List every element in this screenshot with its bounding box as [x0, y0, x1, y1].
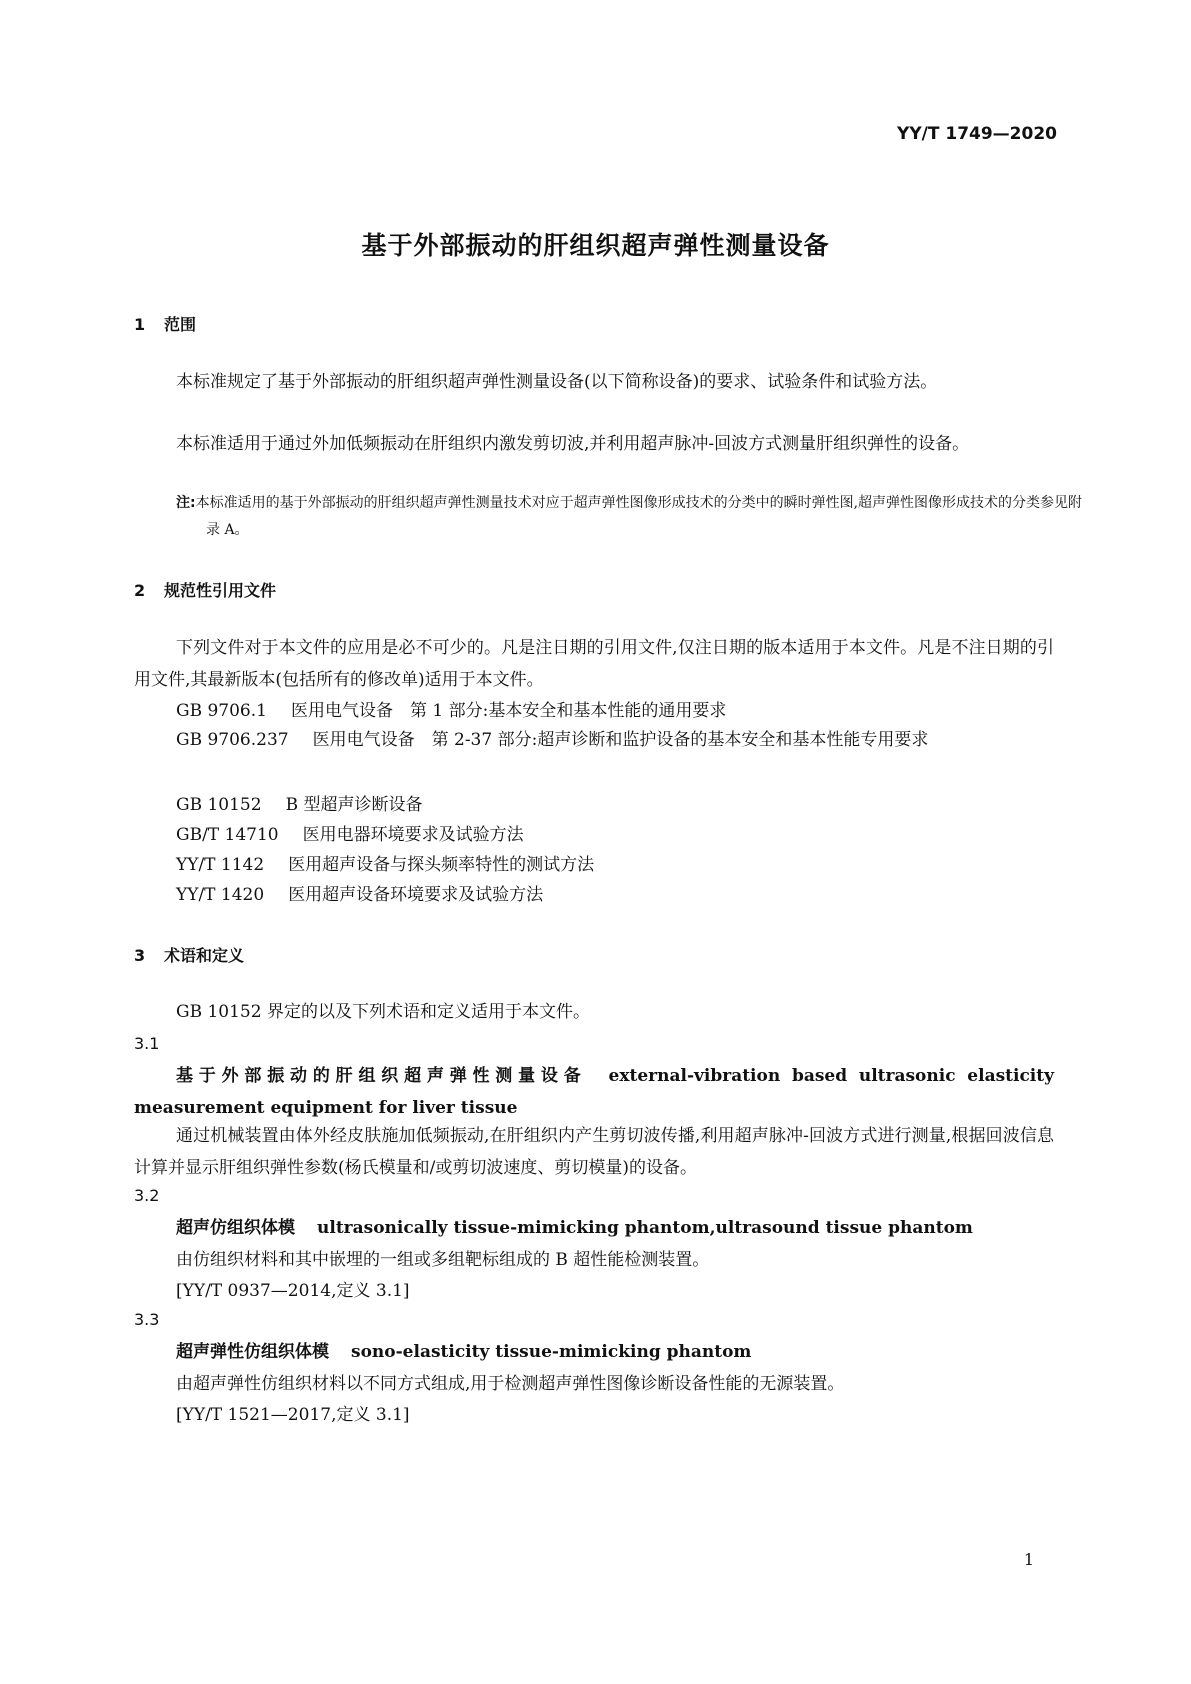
document-title: 基于外部振动的肝组织超声弹性测量设备 [361, 231, 830, 260]
scope-paragraph-1: 本标准规定了基于外部振动的肝组织超声弹性测量设备(以下简称设备)的要求、试验条件和试验方法。 [176, 372, 938, 392]
section-number: 3 [134, 946, 146, 965]
term-definition: 由仿组织材料和其中嵌埋的一组或多组靶标组成的 B 超性能检测装置。 [176, 1250, 710, 1270]
term-name-zh: 基于外部振动的肝组织超声弹性测量设备 [176, 1066, 587, 1086]
page-number: 1 [1023, 1550, 1034, 1569]
reference-code: GB 9706.1 [176, 701, 267, 721]
term-name [134, 1336, 1054, 1368]
terms-intro: GB 10152 界定的以及下列术语和定义适用于本文件。 [176, 1002, 590, 1022]
term-source: [YY/T 1521—2017,定义 3.1] [176, 1405, 410, 1425]
term-name-en: sono-elasticity tissue-mimicking phantom [351, 1342, 752, 1362]
reference-title: 医用电器环境要求及试验方法 [302, 825, 524, 845]
reference-code: YY/T 1142 [176, 855, 265, 875]
term-number: 3.1 [134, 1034, 160, 1053]
term-number: 3.2 [134, 1186, 160, 1205]
section-title: 规范性引用文件 [164, 581, 277, 600]
reference-item [176, 696, 726, 721]
reference-title: 医用超声设备与探头频率特性的测试方法 [288, 855, 595, 875]
standard-code: YY/T 1749—2020 [897, 124, 1057, 144]
section-3-heading [134, 943, 244, 966]
term-name-en: external-vibration based ultrasonic elasticity measurement equipment for liver tissue [134, 1066, 1055, 1118]
note-text: 本标准适用的基于外部振动的肝组织超声弹性测量技术对应于超声弹性图像形成技术的分类中的瞬时弹性图,超声弹性图像形成技术的分类参见附录 A。 [195, 495, 1083, 538]
reference-title: 医用电气设备 第 1 部分:基本安全和基本性能的通用要求 [290, 701, 727, 721]
section-title: 术语和定义 [164, 946, 245, 965]
reference-item [176, 850, 594, 875]
reference-item [176, 820, 524, 845]
term-number: 3.3 [134, 1310, 160, 1329]
reference-title: 医用超声设备环境要求及试验方法 [288, 885, 544, 905]
note-label: 注: [176, 495, 196, 511]
section-number: 2 [134, 581, 146, 600]
reference-code: GB/T 14710 [176, 825, 279, 845]
term-source: [YY/T 0937—2014,定义 3.1] [176, 1281, 410, 1301]
reference-title: B 型超声诊断设备 [285, 795, 423, 815]
reference-item [134, 724, 1054, 756]
section-2-heading [134, 578, 276, 601]
reference-code: YY/T 1420 [176, 885, 265, 905]
section-title: 范围 [164, 315, 197, 334]
reference-title: 医用电气设备 第 2-37 部分:超声诊断和监护设备的基本安全和基本性能专用要求 [312, 730, 929, 750]
term-name-en: ultrasonically tissue-mimicking phantom,ultrasound tissue phantom [317, 1218, 973, 1238]
scope-paragraph-2: 本标准适用于通过外加低频振动在肝组织内激发剪切波,并利用超声脉冲-回波方式测量肝组织弹性的设备。 [176, 434, 970, 454]
term-definition: 由超声弹性仿组织材料以不同方式组成,用于检测超声弹性图像诊断设备性能的无源装置。 [176, 1374, 845, 1394]
term-name-zh: 超声仿组织体模 [176, 1218, 295, 1238]
reference-item [176, 880, 543, 905]
section-number: 1 [134, 315, 146, 334]
section-1-heading [134, 312, 196, 335]
scope-note [176, 490, 1086, 544]
reference-item [176, 790, 422, 815]
term-name-zh: 超声弹性仿组织体模 [176, 1342, 329, 1362]
term-name [134, 1212, 1054, 1244]
term-definition: 通过机械装置由体外经皮肤施加低频振动,在肝组织内产生剪切波传播,利用超声脉冲-回波方式进行测量,根据回波信息计算并显示肝组织弹性参数(杨氏模量和/或剪切波速度、剪切模量)的设备。 [134, 1126, 1054, 1178]
reference-code: GB 10152 [176, 795, 262, 815]
reference-code: GB 9706.237 [176, 730, 289, 750]
term-name [134, 1060, 1054, 1124]
references-intro: 下列文件对于本文件的应用是必不可少的。凡是注日期的引用文件,仅注日期的版本适用于本文件。凡是不注日期的引用文件,其最新版本(包括所有的修改单)适用于本文件。 [134, 638, 1054, 690]
